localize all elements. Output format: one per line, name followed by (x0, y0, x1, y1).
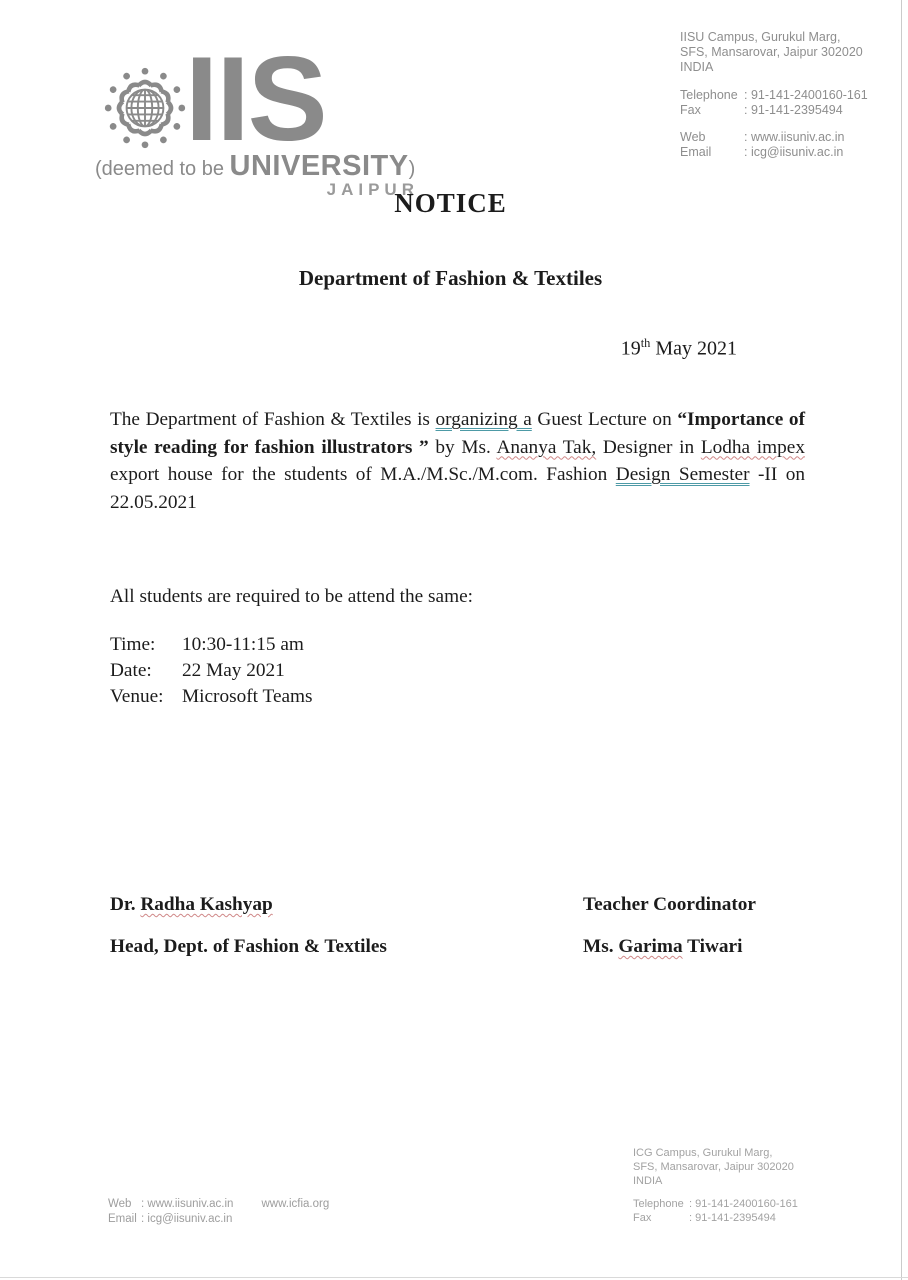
footer-contact-block (633, 1146, 863, 1225)
fax-value: : 91-141-2395494 (744, 103, 843, 117)
footer-address-line: ICG Campus, Gurukul Marg, (633, 1147, 773, 1159)
fax-value: : 91-141-2395494 (689, 1212, 776, 1224)
schedule-row-venue (110, 684, 313, 710)
schedule-row-time (110, 632, 313, 658)
department-heading: Department of Fashion & Textiles (298, 266, 603, 290)
web-label: Web (108, 1198, 132, 1210)
header-address-line: INDIA (680, 60, 714, 74)
signatory-left-name (110, 894, 583, 916)
body-text: Guest Lecture on (531, 409, 678, 430)
notice-body-paragraph (110, 406, 805, 516)
schedule-block (110, 632, 313, 710)
body-text: -II on 22.05.2021 (110, 464, 805, 513)
signatory-right-surname: Tiwari (682, 936, 743, 957)
spell-flagged-signatory-name: Radha Kashyap (140, 894, 273, 915)
signature-block (110, 894, 805, 958)
schedule-label: Date: (110, 660, 152, 681)
logo-deemed-line (95, 150, 415, 183)
signature-row-titles (110, 936, 805, 958)
notice-date (621, 336, 737, 361)
attendance-line: All students are required to be attend the same: (110, 586, 474, 607)
spell-flagged-company-name: Lodha impex (700, 436, 805, 458)
body-text: Designer in (596, 436, 701, 458)
signatory-right-prefix: Ms. (583, 936, 619, 957)
footer-address-line: INDIA (633, 1175, 663, 1187)
page-bottom-edge (0, 1277, 908, 1278)
body-text: The Department of Fashion & Textiles is (110, 409, 436, 430)
email-label: Email (680, 145, 712, 159)
email-label: Email (108, 1213, 137, 1225)
schedule-label: Time: (110, 634, 156, 655)
header-telephone-row (680, 88, 895, 103)
telephone-label: Telephone (680, 88, 738, 102)
spell-flagged-signatory-name: Garima (618, 936, 683, 957)
telephone-value: : 91-141-2400160-161 (744, 88, 868, 102)
header-email-row (680, 145, 895, 160)
logo-deemed-prefix: (deemed to be (95, 158, 230, 180)
grammar-flagged-text: organizing a (435, 409, 532, 430)
header-address-line: SFS, Mansarovar, Jaipur 302020 (680, 45, 863, 59)
telephone-value: : 91-141-2400160-161 (689, 1198, 798, 1210)
email-value: : icg@iisuniv.ac.in (141, 1213, 233, 1225)
logo-city: JAIPUR (326, 180, 419, 199)
spell-flagged-speaker-name: Ananya Tak, (496, 436, 597, 458)
logo-letters: IIS (185, 32, 326, 166)
signature-row-names (110, 894, 805, 916)
iis-globe-emblem-icon (97, 60, 193, 156)
university-logo (95, 32, 419, 199)
footer-telephone-row (633, 1197, 863, 1211)
fax-label: Fax (680, 103, 701, 117)
date-day: 19 (620, 337, 641, 360)
grammar-flagged-text: Design Semester (615, 464, 750, 485)
footer-fax-row (633, 1211, 863, 1225)
web-label: Web (680, 130, 706, 144)
header-address-line: IISU Campus, Gurukul Marg, (680, 30, 841, 44)
header-contact-block (680, 30, 895, 160)
date-ordinal: th (640, 336, 651, 350)
web-extra-value: www.icfia.org (261, 1198, 330, 1210)
footer-email-row (108, 1212, 329, 1227)
footer-address-line: SFS, Mansarovar, Jaipur 302020 (633, 1161, 794, 1173)
header-web-row (680, 130, 895, 145)
fax-label: Fax (633, 1212, 652, 1224)
body-text: by Ms. (428, 436, 497, 458)
lecture-title-bold: “Importance of style reading for fashion illustrators ” (110, 409, 805, 458)
logo-deemed-suffix: ) (408, 158, 416, 180)
telephone-label: Telephone (633, 1198, 684, 1210)
signatory-right-role: Teacher Coordinator (583, 894, 756, 915)
web-value: : www.iisuniv.ac.in (744, 130, 845, 144)
signatory-left-title: Head, Dept. of Fashion & Textiles (110, 936, 387, 957)
schedule-value: 22 May 2021 (182, 660, 285, 681)
schedule-value: 10:30-11:15 am (182, 634, 304, 655)
footer-web-block (108, 1197, 329, 1227)
schedule-row-date (110, 658, 313, 684)
signatory-left-prefix: Dr. (110, 894, 141, 915)
footer-web-row (108, 1197, 329, 1212)
schedule-label: Venue: (110, 686, 164, 707)
date-rest: May 2021 (650, 337, 737, 360)
body-text: export house for the students of M.A./M.Sc./M.com. Fashion (110, 464, 616, 485)
web-value: : www.iisuniv.ac.in (141, 1198, 234, 1210)
header-fax-row (680, 103, 895, 118)
notice-title: NOTICE (394, 188, 507, 218)
logo-university-word: UNIVERSITY (229, 150, 409, 182)
page-right-edge (901, 0, 902, 1280)
email-value: : icg@iisuniv.ac.in (744, 145, 844, 159)
signatory-right-name (583, 936, 805, 958)
schedule-value: Microsoft Teams (182, 686, 313, 707)
